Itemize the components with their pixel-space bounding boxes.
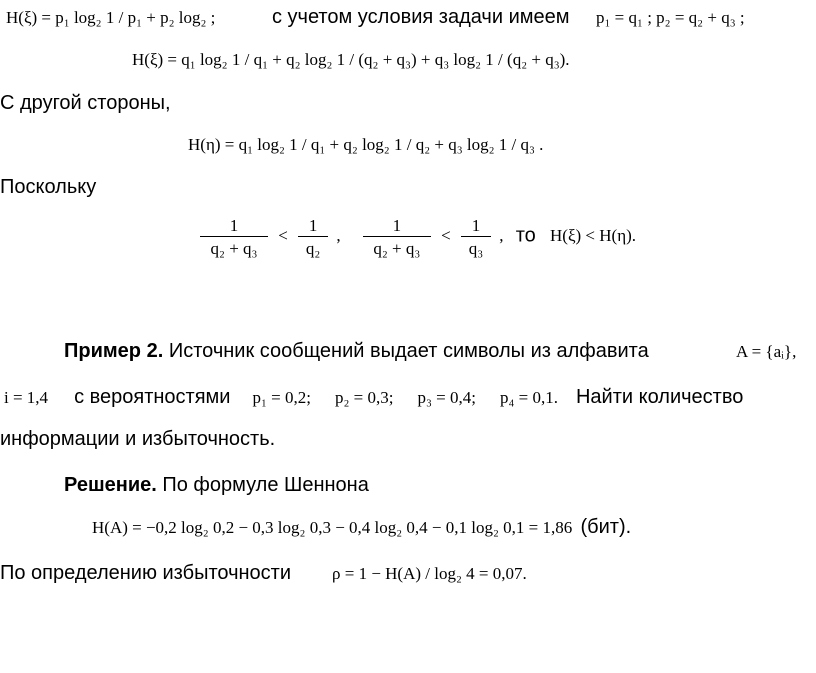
since-text: Поскольку — [0, 176, 97, 198]
fraction-2: $\frac{1}{\text{q₂}}$ — [298, 216, 328, 259]
solution-line — [64, 474, 369, 497]
fraction-3: $\frac{1}{\text{q₂ + q₃}}$ — [363, 216, 431, 259]
inequality-row — [200, 216, 636, 259]
fraction-1: $\frac{1}{\text{q₂ + q₃}}$ — [200, 216, 268, 259]
entropy-formula-eta: H(η) = q₁ log₂ 1 / q₁ + q₂ log₂ 1 / q₂ + q₃ log₂ 1 / q₃ . — [188, 135, 544, 154]
comma-1: , — [336, 226, 341, 246]
comma-2: , — [499, 226, 504, 246]
then-word: то — [515, 224, 536, 247]
redundancy-text: По определению избыточности — [0, 562, 291, 584]
prob-2: p₂ = 0,3; — [334, 388, 394, 407]
example-line-3: информации и избыточность. — [0, 428, 276, 450]
other-side-text: С другой стороны, — [0, 92, 171, 114]
unit-bits: (бит). — [580, 516, 632, 538]
prob-1: p₁ = 0,2; — [252, 388, 311, 407]
less-than-2: < — [441, 226, 451, 246]
find-text: Найти количество — [575, 386, 744, 408]
example-line-2 — [4, 386, 814, 409]
redundancy-formula: ρ = 1 − H(A) / log₂ 4 = 0,07. — [332, 564, 527, 583]
alphabet-formula: A = {aᵢ}, — [736, 342, 797, 361]
prob-4: p₄ = 0,1. — [499, 388, 558, 407]
example-line-1 — [64, 340, 649, 363]
entropy-expanded-formula: H(ξ) = q₁ log₂ 1 / q₁ + q₂ log₂ 1 / (q₂ + q₃) + q₃ log₂ 1 / (q₂ + q₃). — [132, 50, 570, 69]
shannon-formula: H(A) = −0,2 log₂ 0,2 − 0,3 log₂ 0,3 − 0,4 log₂ 0,4 − 0,1 log₂ 0,1 = 1,86 (бит). — [92, 516, 632, 538]
index-range: i = 1,4 — [4, 388, 49, 407]
entropy-formula-xi: H(ξ) = p₁ log₂ 1 / p₁ + p₂ log₂ ; — [6, 8, 216, 27]
less-than-1: < — [278, 226, 288, 246]
condition-formula: p₁ = q₁ ; p₂ = q₂ + q₃ ; — [596, 8, 745, 27]
prob-3: p₃ = 0,4; — [417, 388, 476, 407]
example-label: Пример 2. — [64, 340, 164, 362]
solution-text: По формуле Шеннона — [162, 474, 369, 496]
condition-text: с учетом условия задачи имеем — [272, 6, 570, 28]
with-prob-text: с вероятностями — [74, 386, 231, 408]
example-text: Источник сообщений выдает символы из алфавита — [168, 340, 649, 362]
fraction-4: $\frac{1}{\text{q₃}}$ — [461, 216, 491, 259]
entropy-comparison: H(ξ) < H(η). — [550, 226, 637, 246]
solution-label: Решение. — [64, 474, 157, 496]
